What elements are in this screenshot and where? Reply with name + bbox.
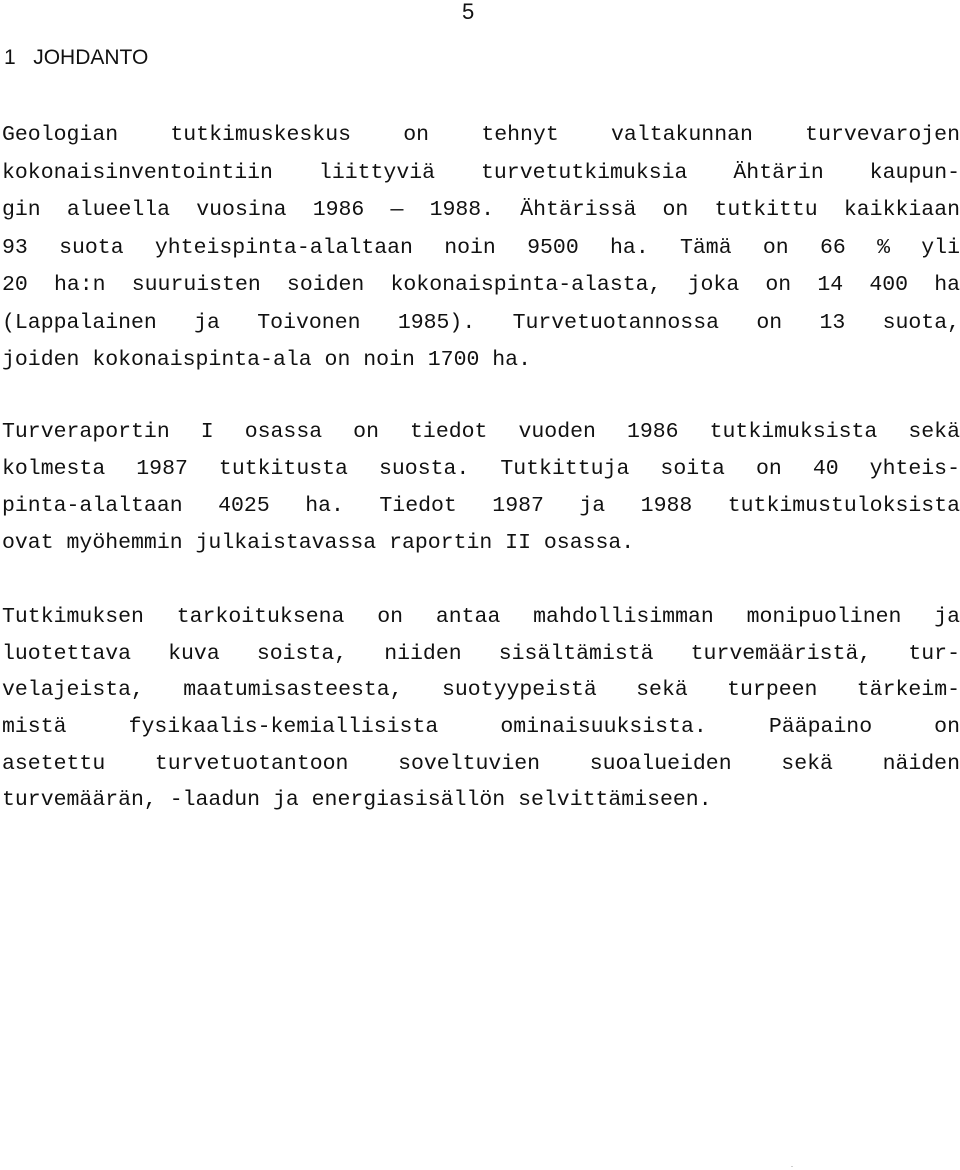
paragraph-line: velajeista, maatumisasteesta, suotyypeistä sekä turpeen tärkeim-	[2, 678, 960, 703]
paragraph-introduction	[2, 117, 960, 380]
paragraph-line: turvemäärän, -laadun ja energiasisällön selvittämiseen.	[2, 788, 712, 813]
paragraph-line: pinta-alaltaan 4025 ha. Tiedot 1987 ja 1988 tutkimustuloksista	[2, 494, 960, 518]
paragraph-line: asetettu turvetuotantoon soveltuvien suoalueiden sekä näiden	[2, 751, 960, 776]
section-heading	[4, 44, 148, 72]
paragraph-line: 93 suota yhteispinta-alaltaan noin 9500 ha. Tämä on 66 % yli	[2, 235, 960, 260]
paragraph-line: ovat myöhemmin julkaistavassa raportin II osassa.	[2, 531, 635, 555]
paragraph-line: (Lappalainen ja Toivonen 1985). Turvetuotannossa on 13 suota,	[2, 310, 960, 335]
paragraph-line: Tutkimuksen tarkoituksena on antaa mahdollisimman monipuolinen ja	[2, 605, 960, 629]
paragraph-line: mistä fysikaalis-kemiallisista ominaisuuksista. Pääpaino on	[2, 715, 960, 740]
paragraph-research-purpose	[2, 599, 960, 819]
paragraph-line: kolmesta 1987 tutkitusta suosta. Tutkittuja soita on 40 yhteis-	[2, 457, 960, 481]
paragraph-report-parts	[2, 414, 960, 562]
scan-speck	[791, 1166, 793, 1167]
paragraph-line: Turveraportin I osassa on tiedot vuoden 1986 tutkimuksista sekä	[2, 420, 960, 444]
paragraph-line: 20 ha:n suuruisten soiden kokonaispinta-alasta, joka on 14 400 ha	[2, 273, 960, 297]
section-title: JOHDANTO	[33, 46, 149, 69]
paragraph-line: joiden kokonaispinta-ala on noin 1700 ha.	[2, 348, 531, 372]
paragraph-line: luotettava kuva soista, niiden sisältämistä turvemääristä, tur-	[2, 641, 960, 666]
paragraph-line: gin alueella vuosina 1986 — 1988. Ähtärissä on tutkittu kaikkiaan	[2, 198, 960, 222]
paragraph-line: kokonaisinventointiin liittyviä turvetutkimuksia Ähtärin kaupun-	[2, 160, 960, 185]
section-number: 1	[4, 46, 16, 69]
paragraph-line: Geologian tutkimuskeskus on tehnyt valtakunnan turvevarojen	[2, 123, 960, 147]
page-number: 5	[462, 0, 475, 24]
